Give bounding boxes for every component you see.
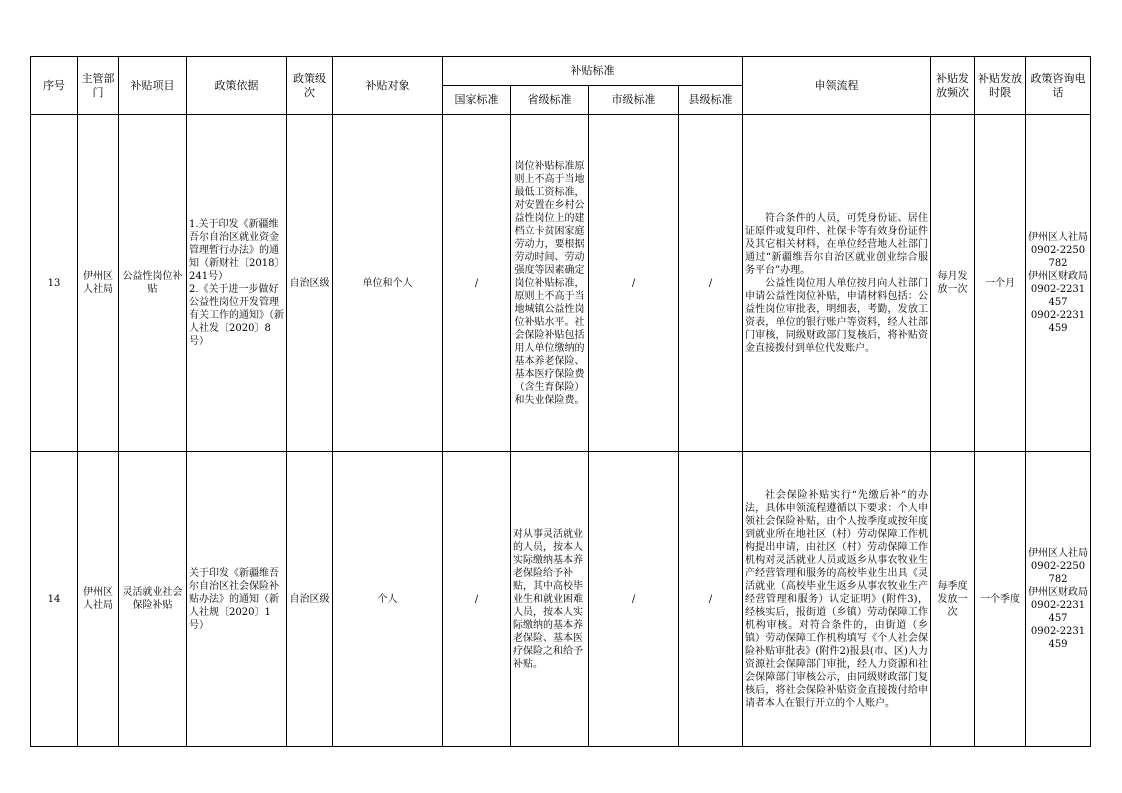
phone-line: 0902-2231459 — [1030, 310, 1086, 334]
phone-line: 伊州区财政局0902-2231457 — [1028, 587, 1088, 624]
cell-process — [743, 115, 931, 452]
header-row-1 — [31, 57, 1091, 86]
cell-seq: 13 — [31, 115, 78, 452]
header-provincial: 省级标准 — [511, 86, 589, 115]
header-time-limit: 补贴发放时限 — [975, 57, 1026, 115]
process-paragraph: 社会保险补贴实行“先缴后补”的办法，具体申领流程遵循以下要求：个人申领社会保险补贴，由个人按季度或按年度到就业所在地社区（村）劳动保障工作机构提出申请，由社区（村）劳动保障工作机构对灵活就业人员或返乡从事农牧业生产经营管理和服务的高校毕业生出具《灵活就业（高校毕业生返乡从事农牧业生产经营管理和服务）认定证明》(附件3)，经核实后，报街道（乡镇）劳动保障工作机构审核。对符合条件的，由街道（乡镇）劳动保障工作机构填写《个人社会保险补贴审批表》(附件2)报县(市、区)人力资源社会保障部门审批，经人力资源和社会保障部门审核公示，由同级财政部门复核后，将社会保险补贴资金直接拨付给申请者本人在银行开立的个人账户。 — [745, 489, 928, 709]
phone-line: 伊州区人社局0902-2250782 — [1028, 548, 1088, 585]
cell-time-limit: 一个季度 — [975, 452, 1026, 747]
subsidy-table — [30, 56, 1091, 747]
cell-target: 单位和个人 — [333, 115, 443, 452]
header-standard: 补贴标准 — [443, 57, 743, 86]
cell-department: 伊州区人社局 — [78, 452, 119, 747]
cell-basis — [187, 115, 287, 452]
cell-level: 自治区级 — [287, 115, 333, 452]
cell-frequency: 每月发放一次 — [931, 115, 975, 452]
basis-line: 1.关于印发《新疆维吾尔自治区就业资金管理暂行办法》的通知（新财社〔2018〕241号） — [189, 219, 280, 282]
cell-provincial: 岗位补贴标准原则上不高于当地最低工资标准，对安置在乡村公益性岗位上的建档立卡贫困家庭劳动力，要根据劳动时间、劳动强度等因素确定岗位补贴标准，原则上不高于当地城镇公益性岗位补贴水平。社会保险补贴包括用人单位缴纳的基本养老保险、基本医疗保险费（含生育保险）和失业保险费。 — [511, 115, 589, 452]
header-phone: 政策咨询电话 — [1026, 57, 1091, 115]
process-paragraph: 符合条件的人员，可凭身份证、居住证原件或复印件、社保卡等有效身份证件及其它相关材料，在单位经营地人社部门通过“新疆维吾尔自治区就业创业综合服务平台”办理。 — [745, 212, 928, 276]
cell-provincial: 对从事灵活就业的人员，按本人实际缴纳基本养老保险给予补贴，其中高校毕业生和就业困难人员，按本人实际缴纳的基本养老保险、基本医疗保险之和给予补贴。 — [511, 452, 589, 747]
phone-line: 伊州区人社局0902-2250782 — [1028, 232, 1088, 269]
process-paragraph: 公益性岗位用人单位按月向人社部门申请公益性岗位补贴，申请材料包括：公益性岗位审批表，明细表，考勤，发放工资表，单位的银行账户等资料，经人社部门审核，同级财政部门复核后，将补贴资金直接拨付到单位代发账户。 — [745, 277, 928, 354]
cell-county: / — [679, 115, 743, 452]
header-county: 县级标准 — [679, 86, 743, 115]
basis-line: 关于印发《新疆维吾尔自治区社会保险补贴办法》的通知（新人社规〔2020〕1号） — [189, 567, 279, 631]
header-department: 主管部门 — [78, 57, 119, 115]
table-row — [31, 115, 1091, 452]
header-frequency: 补贴发放频次 — [931, 57, 975, 115]
header-city: 市级标准 — [589, 86, 679, 115]
cell-target: 个人 — [333, 452, 443, 747]
policy-sheet — [30, 56, 1090, 747]
cell-time-limit: 一个月 — [975, 115, 1026, 452]
basis-line: 2.《关于进一步做好公益性岗位开发管理有关工作的通知》（新人社发〔2020〕8号） — [189, 284, 284, 347]
table-row — [31, 452, 1091, 747]
cell-department: 伊州区人社局 — [78, 115, 119, 452]
cell-seq: 14 — [31, 452, 78, 747]
cell-item: 公益性岗位补贴 — [119, 115, 187, 452]
cell-county: / — [679, 452, 743, 747]
cell-level: 自治区级 — [287, 452, 333, 747]
cell-item: 灵活就业社会保险补贴 — [119, 452, 187, 747]
header-seq: 序号 — [31, 57, 78, 115]
cell-phone — [1026, 115, 1091, 452]
cell-city: / — [589, 452, 679, 747]
cell-national: / — [443, 452, 511, 747]
header-level: 政策级次 — [287, 57, 333, 115]
phone-line: 伊州区财政局0902-2231457 — [1028, 271, 1088, 308]
cell-city: / — [589, 115, 679, 452]
header-process: 申领流程 — [743, 57, 931, 115]
header-item: 补贴项目 — [119, 57, 187, 115]
phone-line: 0902-2231459 — [1030, 626, 1086, 650]
cell-process — [743, 452, 931, 747]
cell-frequency: 每季度发放一次 — [931, 452, 975, 747]
cell-basis — [187, 452, 287, 747]
cell-phone — [1026, 452, 1091, 747]
cell-national: / — [443, 115, 511, 452]
header-target: 补贴对象 — [333, 57, 443, 115]
header-national: 国家标准 — [443, 86, 511, 115]
header-basis: 政策依据 — [187, 57, 287, 115]
